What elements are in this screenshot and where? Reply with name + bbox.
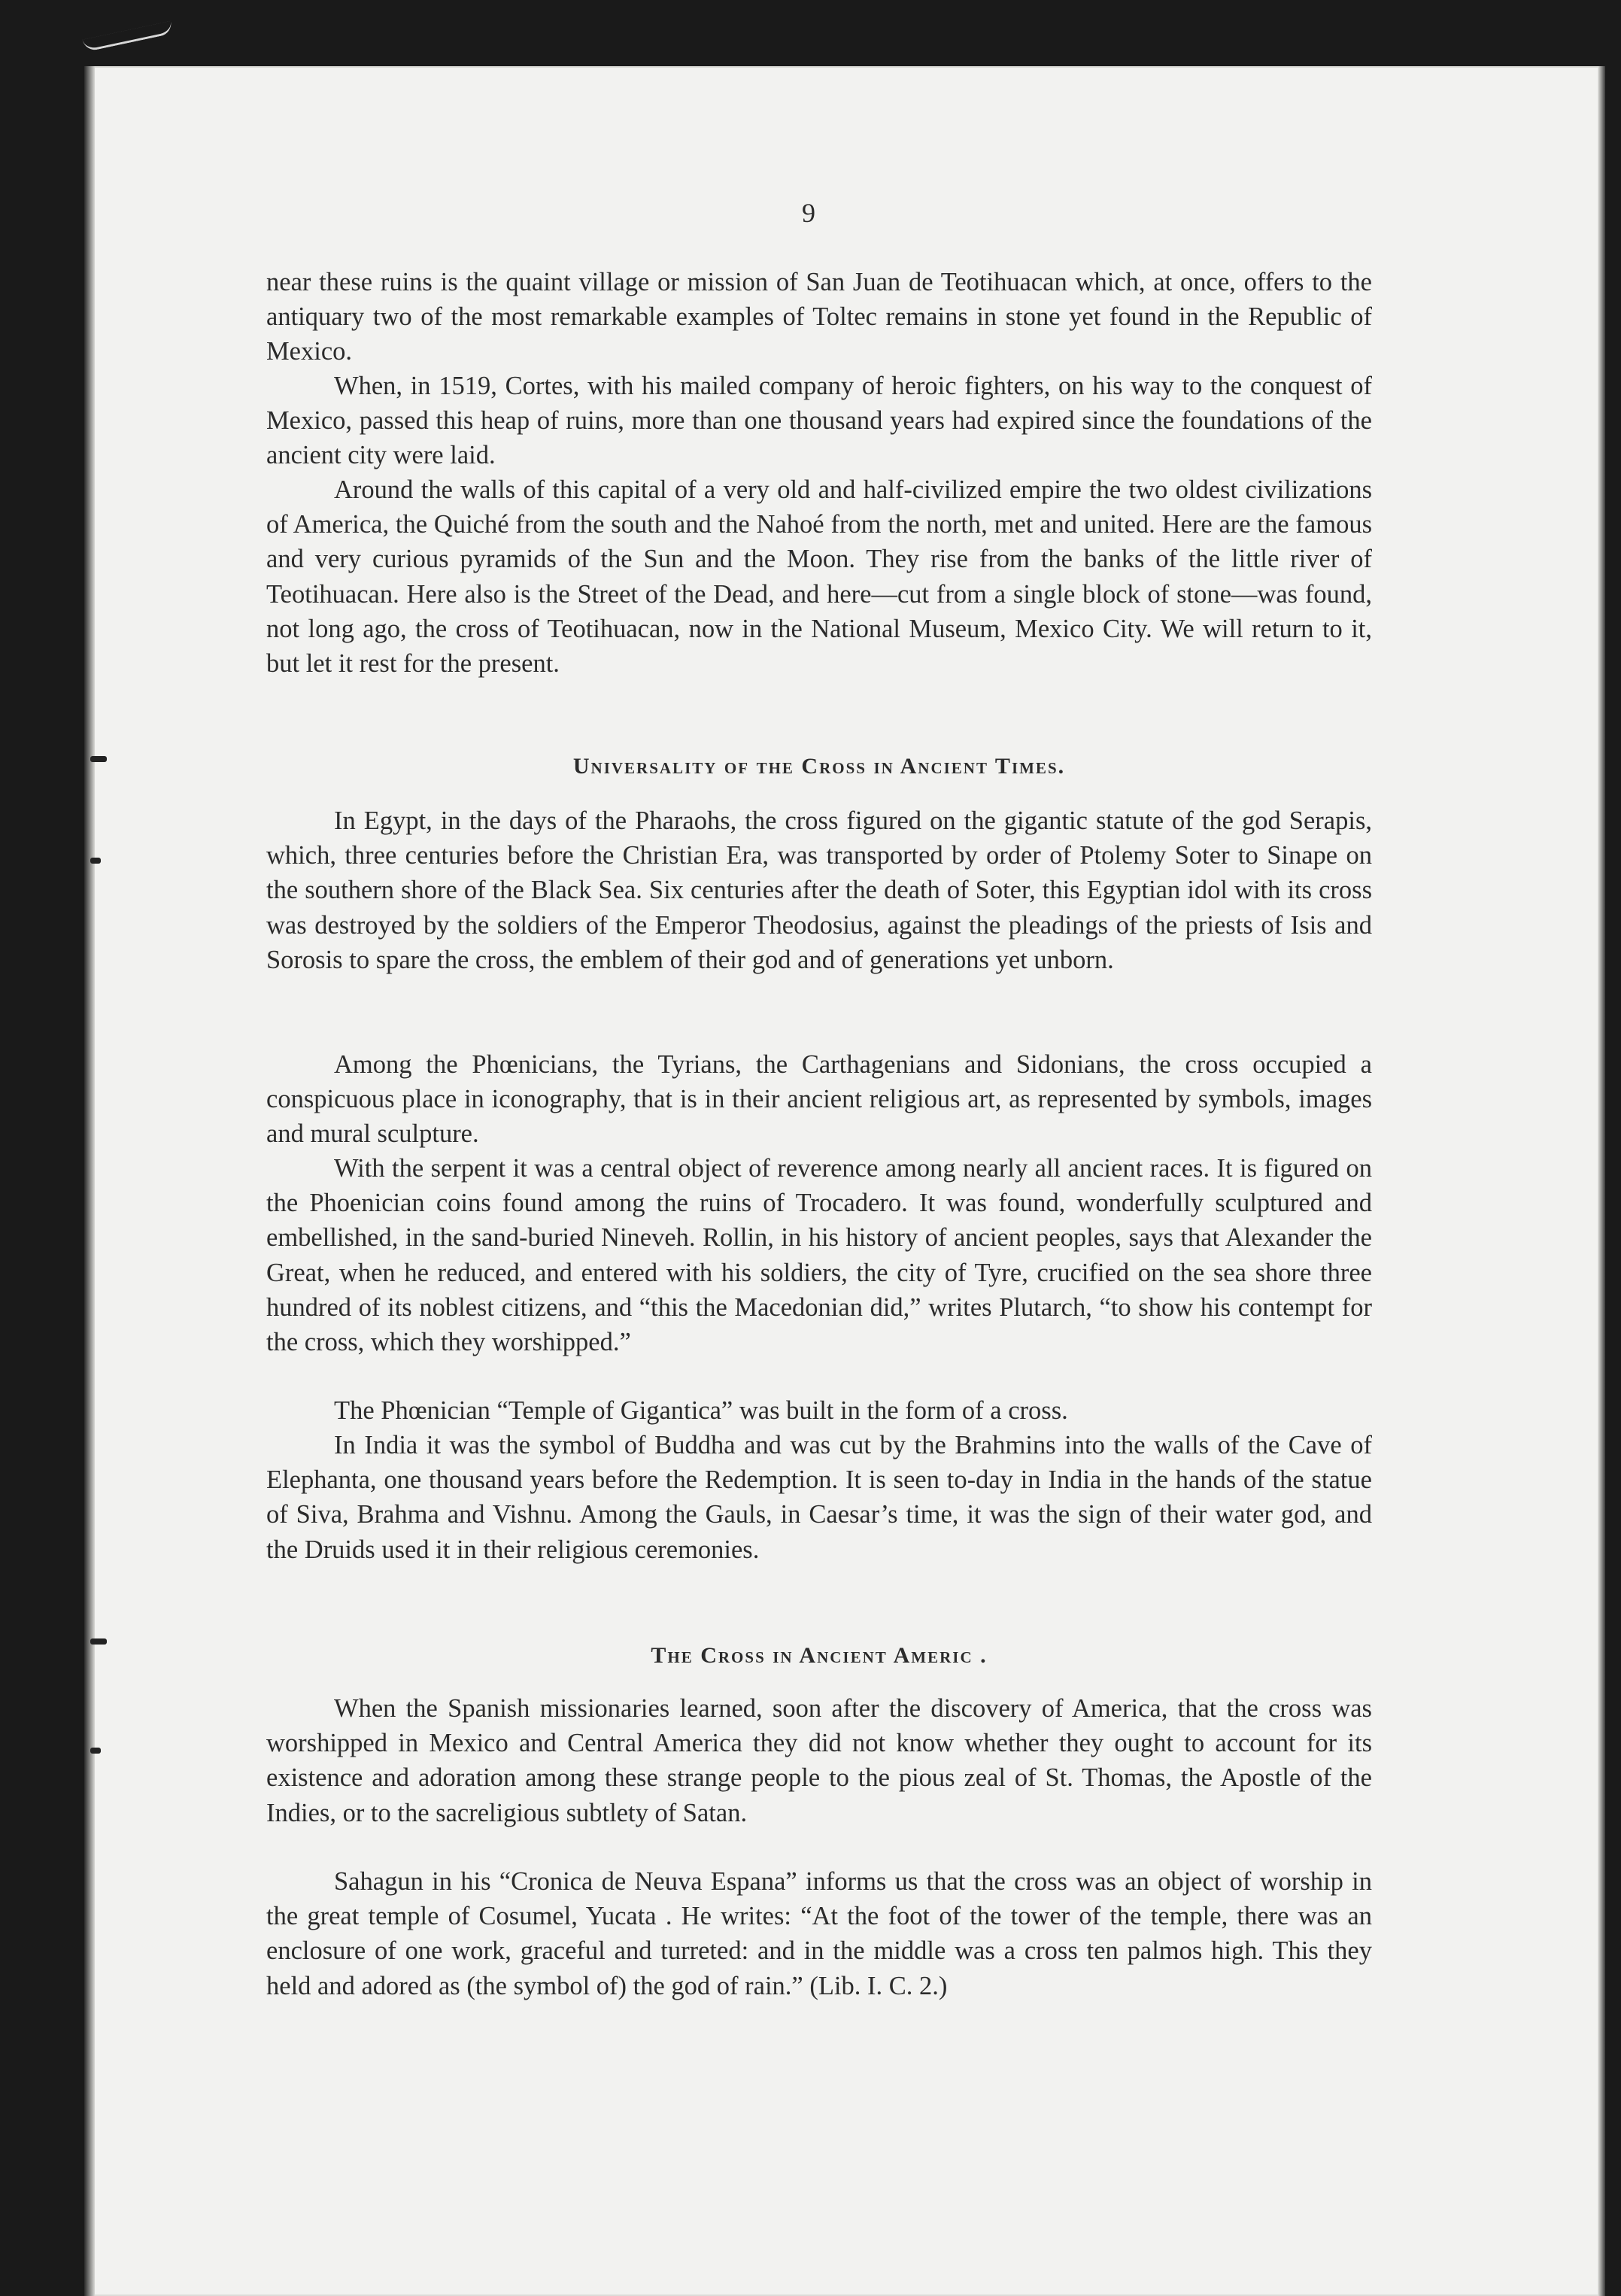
paragraph: In Egypt, in the days of the Pharaohs, the cross figured on the gigantic statute of the god Serapis, which, three centuries before the Christian Era, was transported by order of Ptolemy Soter to Sinape on the southern shore of the Black Sea. Six centuries after the death of Soter, this Egyptian idol with its cross was destroyed by the soldiers of the Emperor Theodosius, against the pleadings of the priests of Isis and Sorosis to spare the cross, the emblem of their god and of generations yet unborn.	[266, 806, 1372, 974]
paragraph: When, in 1519, Cortes, with his mailed company of heroic fighters, on his way to the conquest of Mexico, passed this heap of ruins, more than one thousand years had expired since the foundations of the ancient city were laid.	[266, 372, 1372, 470]
paragraph: Sahagun in his “Cronica de Neuva Espana” informs us that the cross was an object of worship in the great temple of Cosumel, Yucata . He writes: “At the foot of the tower of the temple, there was an enclosure of one work, graceful and turreted: and in the middle was a cross ten palmos high. This they held and adored as (the symbol of) the god of rain.” (Lib. I. C. 2.)	[266, 1867, 1372, 2000]
paragraph: With the serpent it was a central object of reverence among nearly all ancient races. It is figured on the Phoenician coins found among the ruins of Trocadero. It was found, wonderfully sculptured and embellished, in the sand-buried Nineveh. Rollin, in his history of ancient peoples, says that Alexander the Great, when he reduced, and entered with his soldiers, the city of Tyre, crucified on the sea shore three hundred of its noblest citizens, and “this the Macedonian did,” writes Plutarch, “to show his contempt for the cross, which they worshipped.”	[266, 1154, 1372, 1357]
paragraph: In India it was the symbol of Buddha and was cut by the Brahmins into the walls of the Cave of Elephanta, one thousand years before the Redemption. It is seen to-day in India in the hands of the statue of Siva, Brahma and Vishnu. Among the Gauls, in Caesar’s time, it was the sign of their water god, and the Druids used it in their religious ceremonies.	[266, 1431, 1372, 1564]
binding-mark	[90, 858, 101, 864]
paragraph: When the Spanish missionaries learned, soon after the discovery of America, that the cross was worshipped in Mexico and Central America they did not know whether they ought to account for its existence and adoration among these strange people to the pious zeal of St. Thomas, the Apostle of the Indies, or to the sacreligious subtlety of Satan.	[266, 1694, 1372, 1827]
paragraph: Among the Phœnicians, the Tyrians, the Carthagenians and Sidonians, the cross occupied a conspicuous place in iconography, that is in their ancient religious art, as represented by symbols, images and mural sculpture.	[266, 1050, 1372, 1149]
section-heading: Universality of the Cross in Ancient Times.	[572, 754, 1066, 779]
page-number: 9	[802, 198, 815, 228]
binding-mark	[90, 1638, 107, 1645]
paragraph: The Phœnician “Temple of Gigantica” was built in the form of a cross.	[334, 1396, 1068, 1425]
section-heading: The Cross in Ancient Americ .	[651, 1643, 988, 1668]
page-right-edge	[1598, 66, 1605, 2296]
paragraph: Around the walls of this capital of a very old and half-civilized empire the two oldest civilizations of America, the Quiché from the south and the Nahoé from the north, met and united. Here are the famous and very curious pyramids of the Sun and the Moon. They rise from the banks of the little river of Teotihuacan. Here also is the Street of the Dead, and here—cut from a single block of stone—was found, not long ago, the cross of Teotihuacan, now in the National Museum, Mexico City. We will return to it, but let it rest for the present.	[266, 475, 1372, 679]
binding-mark	[90, 756, 107, 762]
page-gutter-shadow	[84, 66, 95, 2296]
paragraph: near these ruins is the quaint village or mission of San Juan de Teotihuacan which, at once, offers to the antiquary two of the most remarkable examples of Toltec remains in stone yet found in the Republic of Mexico.	[266, 268, 1372, 366]
binding-mark	[90, 1748, 101, 1754]
